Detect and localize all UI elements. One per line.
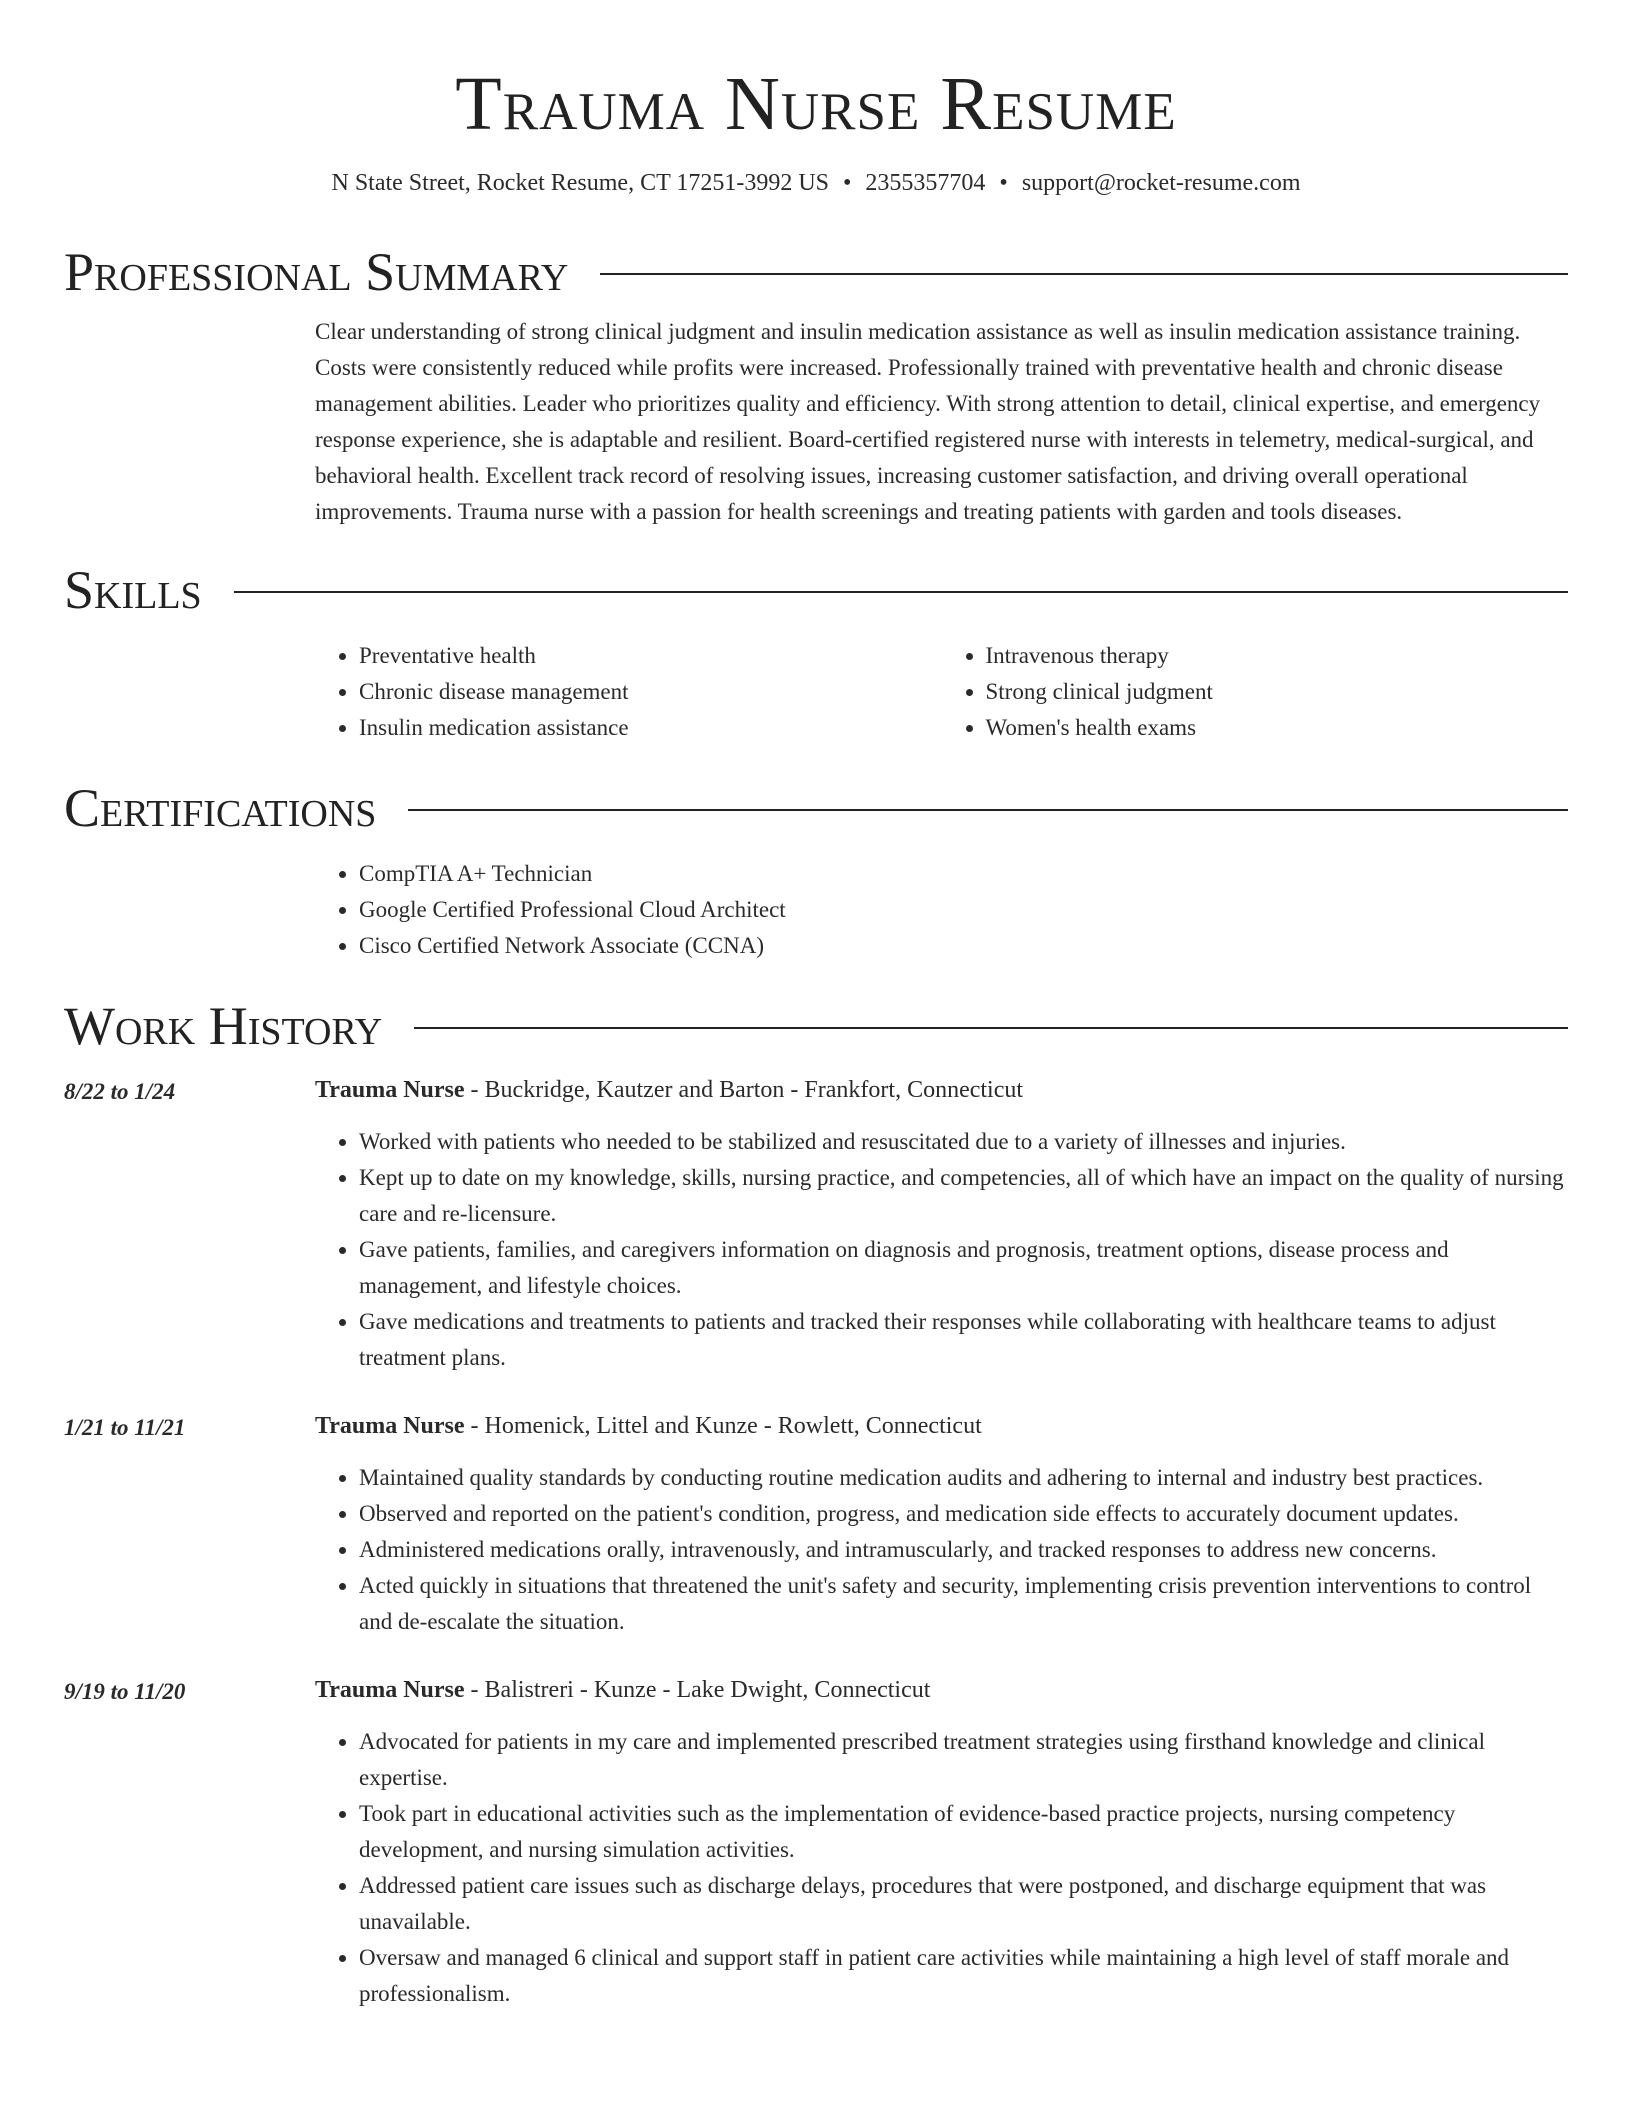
job-bullet: • Advocated for patients in my care and implemented prescribed treatment strategies using firsthand knowledge and clinical expertise.: [359, 1724, 1568, 1796]
job-bullet: • Worked with patients who needed to be stabilized and resuscitated due to a variety of illnesses and injuries.: [359, 1124, 1568, 1160]
contact-line: [64, 166, 1568, 200]
job-dates: 9/19 to 11/20: [64, 1679, 186, 1704]
job-bullet: • Took part in educational activities such as the implementation of evidence-based practice projects, nursing competency development, and nursing simulation activities.: [359, 1796, 1568, 1868]
section-divider: [408, 809, 1568, 811]
contact-phone: 2355357704: [865, 170, 986, 196]
section-divider: [234, 591, 1568, 593]
job-heading: [315, 1408, 1568, 1444]
job-bullet: • Addressed patient care issues such as discharge delays, procedures that were postponed, and discharge equipment that was unavailable.: [359, 1868, 1568, 1940]
job-employer: - Balistreri - Kunze - Lake Dwight, Connecticut: [464, 1677, 931, 1703]
job-detail: [315, 1672, 1568, 2012]
job-bullet: • Gave medications and treatments to patients and tracked their responses while collaborating with healthcare teams to adjust treatment plans.: [359, 1304, 1568, 1376]
job-employer: - Homenick, Littel and Kunze - Rowlett, Connecticut: [464, 1413, 982, 1439]
certification-item: • Google Certified Professional Cloud Architect: [359, 892, 1568, 928]
contact-address: N State Street, Rocket Resume, CT 17251-3992 US: [331, 170, 829, 196]
contact-email[interactable]: support@rocket-resume.com: [1021, 170, 1301, 196]
job-employer: - Buckridge, Kautzer and Barton - Frankfort, Connecticut: [464, 1077, 1024, 1103]
skills-list: [315, 638, 1568, 746]
skill-item: • Strong clinical judgment: [986, 674, 1569, 710]
job-bullet: • Maintained quality standards by conducting routine medication audits and adhering to internal and industry best practices.: [359, 1460, 1568, 1496]
job-bullet: • Administered medications orally, intravenously, and intramuscularly, and tracked responses to address new concerns.: [359, 1532, 1568, 1568]
section-divider: [414, 1027, 1568, 1029]
skills-section-header: [64, 558, 1568, 622]
certifications-list: [315, 856, 1568, 964]
summary-heading: Professional Summary: [64, 242, 569, 302]
job-entry: [64, 1672, 1568, 2012]
skills-heading: Skills: [64, 560, 202, 620]
job-role: Trauma Nurse: [315, 1077, 465, 1103]
job-bullets: [315, 1724, 1568, 2012]
certifications-heading: Certifications: [64, 778, 377, 838]
skill-item: • Insulin medication assistance: [359, 710, 942, 746]
job-detail: [315, 1072, 1568, 1376]
work-history-heading: Work History: [64, 996, 383, 1056]
certifications-section-header: [64, 776, 1568, 840]
job-bullet: • Observed and reported on the patient's condition, progress, and medication side effects to accurately document updates.: [359, 1496, 1568, 1532]
job-heading: [315, 1072, 1568, 1108]
job-bullet: • Kept up to date on my knowledge, skills, nursing practice, and competencies, all of which have an impact on the quality of nursing care and re-licensure.: [359, 1160, 1568, 1232]
job-bullets: [315, 1460, 1568, 1640]
job-bullets: [315, 1124, 1568, 1376]
job-entry: [64, 1072, 1568, 1376]
summary-section-header: [64, 240, 1568, 304]
resume-title: Trauma Nurse Resume: [455, 62, 1177, 146]
job-role: Trauma Nurse: [315, 1413, 465, 1439]
skills-column-right: [942, 638, 1569, 746]
contact-separator: •: [999, 170, 1008, 196]
job-bullet: • Oversaw and managed 6 clinical and support staff in patient care activities while maintaining a high level of staff morale and professionalism.: [359, 1940, 1568, 2012]
skills-column-left: [315, 638, 942, 746]
resume-page: [64, 0, 1568, 2012]
job-dates: 1/21 to 11/21: [64, 1415, 186, 1440]
job-bullet: • Gave patients, families, and caregivers information on diagnosis and prognosis, treatment options, disease process and management, and lifestyle choices.: [359, 1232, 1568, 1304]
job-bullet: • Acted quickly in situations that threatened the unit's safety and security, implementing crisis prevention interventions to control and de-escalate the situation.: [359, 1568, 1568, 1640]
job-role: Trauma Nurse: [315, 1677, 465, 1703]
job-heading: [315, 1672, 1568, 1708]
skill-item: • Chronic disease management: [359, 674, 942, 710]
skill-item: • Intravenous therapy: [986, 638, 1569, 674]
skill-item: • Preventative health: [359, 638, 942, 674]
contact-separator: •: [843, 170, 852, 196]
summary-text: Clear understanding of strong clinical judgment and insulin medication assistance as well as insulin medication assistance training. Costs were consistently reduced while profits were increased. Professionally trained with preventative health and chronic disease management abilities. Leader who prioritizes quality and efficiency. With strong attention to detail, clinical expertise, and emergency response experience, she is adaptable and resilient. Board-certified registered nurse with interests in telemetry, medical-surgical, and behavioral health. Excellent track record of resolving issues, increasing customer satisfaction, and driving overall operational improvements. Trauma nurse with a passion for health screenings and treating patients with garden and tools diseases.: [315, 319, 1541, 524]
job-dates: 8/22 to 1/24: [64, 1079, 176, 1104]
job-detail: [315, 1408, 1568, 1640]
certification-item: • CompTIA A+ Technician: [359, 856, 1568, 892]
skill-item: • Women's health exams: [986, 710, 1569, 746]
work-history-section-header: [64, 994, 1568, 1058]
certification-item: • Cisco Certified Network Associate (CCNA): [359, 928, 1568, 964]
section-divider: [600, 273, 1568, 275]
job-entry: [64, 1408, 1568, 1640]
